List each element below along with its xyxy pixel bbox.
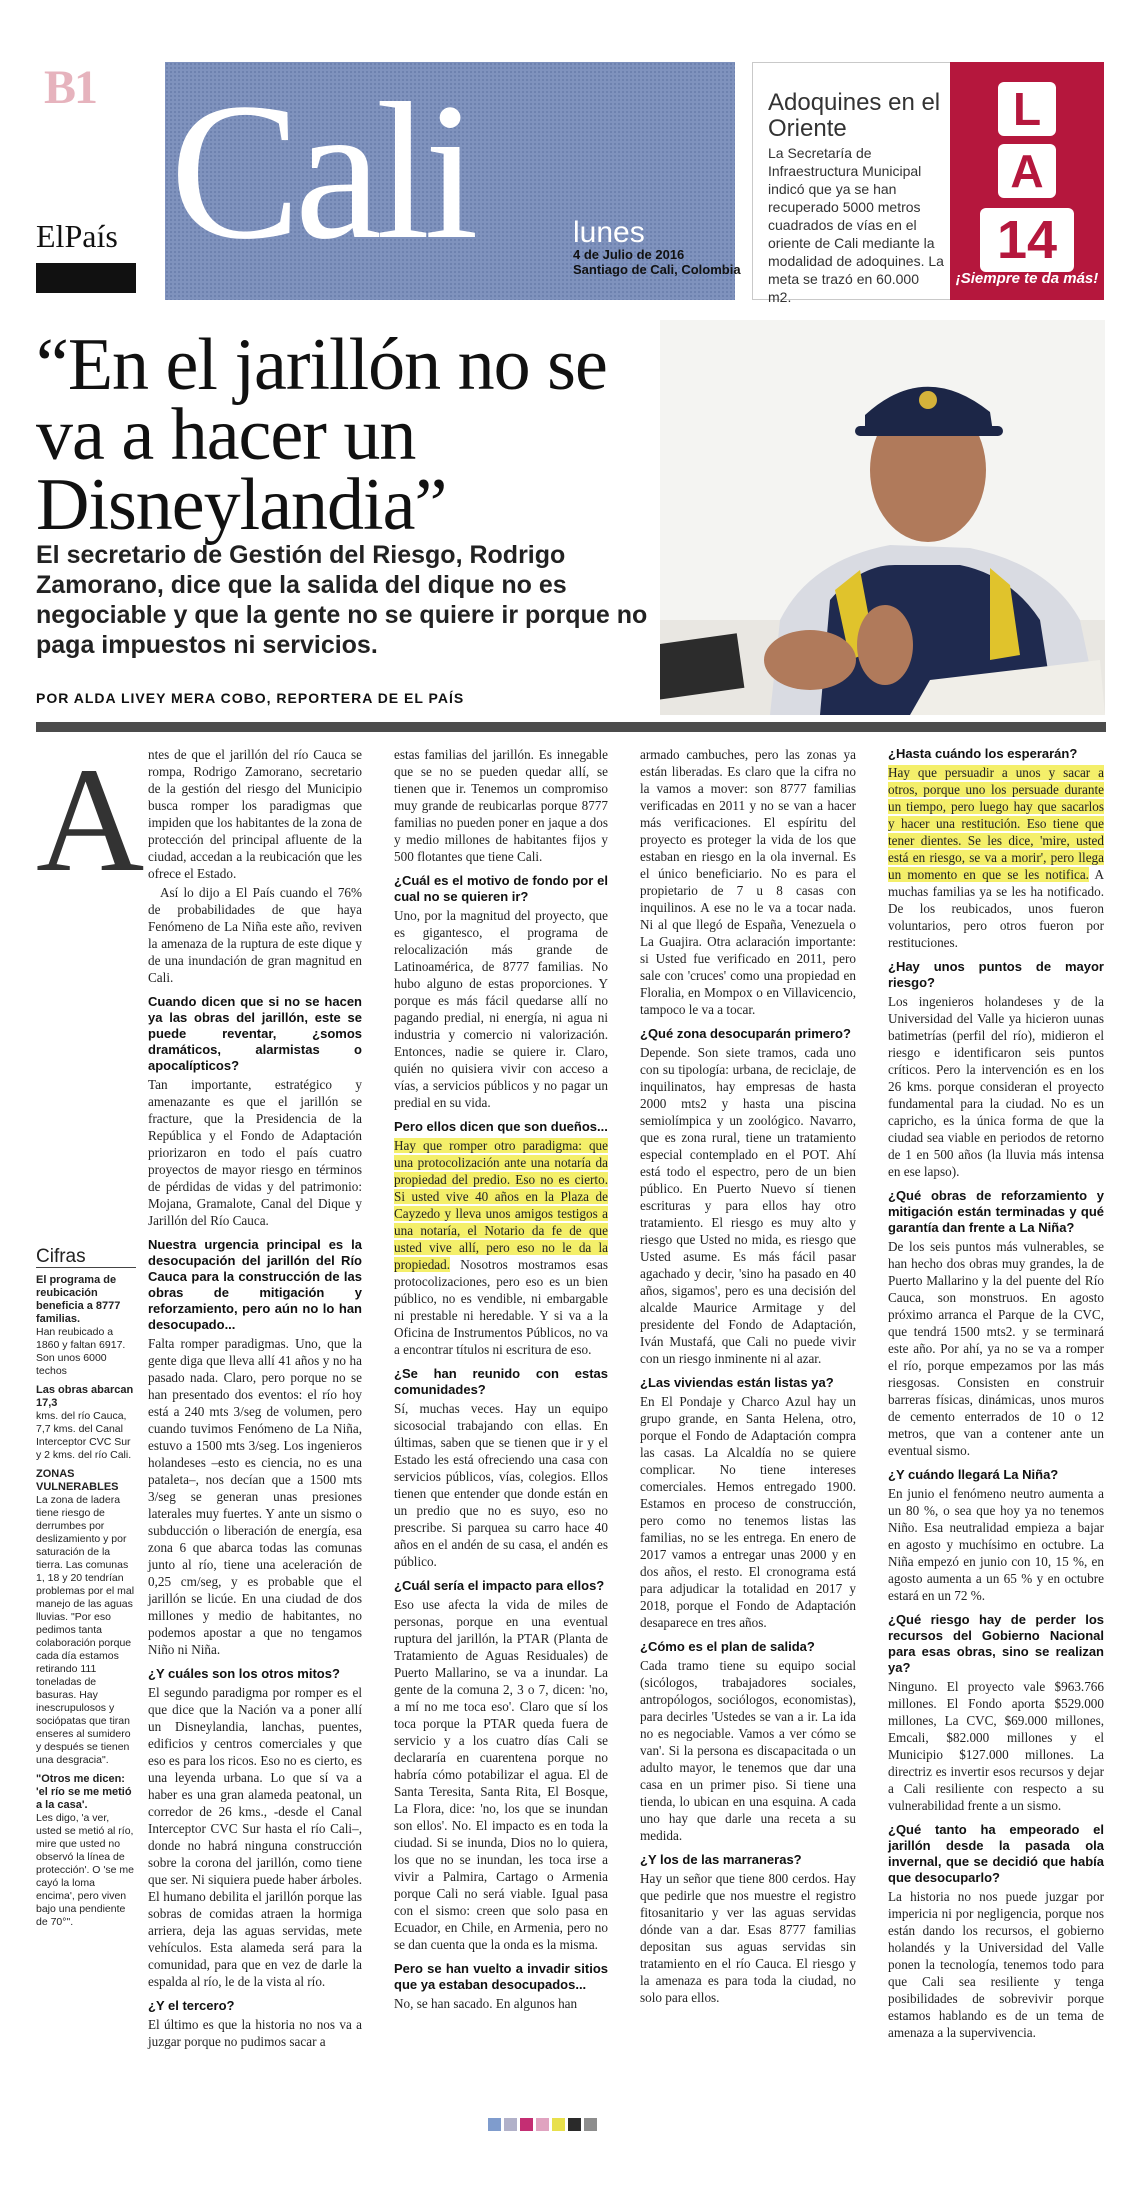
question: ¿Qué tanto ha empeorado el jarillón desde la pasada ola invernal, que se decidió que había que desocuparlo?: [888, 1822, 1104, 1885]
masthead-day: lunes: [573, 216, 645, 249]
paragraph: Así lo dijo a El País cuando el 76% de probabilidades de que haya Fenómeno de La Niña este año, reviven la amenaza de la ruptura de este dique y de una inundación de gran magnitud en Cali.: [148, 885, 362, 985]
sidebar-item-title: Las obras abarcan 17,3: [36, 1384, 134, 1409]
answer: [888, 764, 1104, 951]
sidebar-item: [36, 1468, 136, 1767]
promo-slogan: ¡Siempre te da más!: [955, 270, 1099, 287]
registration-swatch: [504, 2118, 517, 2131]
article-column-2: [394, 746, 608, 2014]
registration-swatch: [584, 2118, 597, 2131]
paragraph: ntes de que el jarillón del río Cauca se rompa, Rodrigo Zamorano, secretario de la gestión del riesgo del Municipio busca romper los paradigmas que impiden que los habitantes de la zona de protección del principal afluente de la ciudad, accedan a la reubicación que les ofrece el Estado.: [148, 747, 362, 881]
sidebar-item-text: Han reubicado a 1860 y faltan 6917. Son unos 6000 techos: [36, 1326, 126, 1377]
paragraph: armado cambuches, pero las zonas ya están liberadas. Es claro que la cifra no la vamos a mover: son 8777 familias verificadas en 2011 y no se van a hacer más verificaciones. El espíritu del proyecto es proteger la vida de los que estaban en riesgo en la ola invernal. Es el único beneficiario. No es para el propietario de 7 u 8 casas con inquilinos. A ese no le va a tocar nada. Ni al que llegó de España, Venezuela o La Guajira. Otra aclaración importante: si Usted fue verificado en 2011, pero sale con 'cruces' como una propiedad en Floralia, en Mompox o en Villavicencio, tampoco le va a tocar.: [640, 747, 856, 1017]
logo-letter-a: A: [998, 144, 1056, 198]
sidebar-item-title: ZONAS VULNERABLES: [36, 1468, 119, 1493]
section-rule: [36, 722, 1106, 732]
sidebar-heading: Cifras: [36, 1250, 136, 1268]
answer: Eso use afecta la vida de miles de personas, porque en una eventual ruptura del jarillón, la PTAR (Planta de Tratamiento de Aguas Residuales) de Puerto Mallarino, se va a inundar. La gente de la comuna 2, 3 o 7, dicen: 'no, a mí no me toca eso'. Claro que sí los toca porque la PTAR queda fuera de servicio y a los cuatro días Cali se declararía en cuarentena porque no habría cómo potabilizar el agua. El de Santa Teresita, Santa Rita, El Bosque, La Flora, dice: 'no, los que se inundan son ellos'. No. El impacto es en toda la ciudad. Si se inunda, Dios no lo quiera, los que no se inundan, les toca irse a vivir a Palmira, Cartago o Armenia porque Cali no será viable. Igual pasa con el sismo: creen que solo pasa en Ecuador, en Chile, en Armenia, pero no se dan cuenta que la onda es la misma.: [394, 1597, 608, 1952]
paragraph: estas familias del jarillón. Es innegable que se no se pueden quedar allí, se tienen que ir. Tenemos un compromiso muy grande de reubicarlas porque 8777 familias no pueden poner en jaque a dos y medio millones de habitantes fijos y 500 flotantes que tiene Cali.: [394, 747, 608, 864]
question: ¿Y el tercero?: [148, 1998, 235, 2013]
sidebar-item-text: kms. del río Cauca, 7,7 kms. del Canal Interceptor CVC Sur y 2 kms. del río Cali.: [36, 1410, 132, 1461]
answer: El segundo paradigma por romper es el que dice que la Nación va a poner allí un Disneylandia, lanchas, puentes, edificios y centros comerciales y que eso es para los ricos. Eso no es cierto, es una leyenda urbana. Lo que sí va a haber es una gran alameda peatonal, un corredor de 26 kms., -desde el Canal Interceptor CVC Sur hasta el río Cali–, donde no habrá ninguna construcción sobre la corona del jarillón, como tiene que ser. Ni siquiera puede haber árboles. El humano debilita el jarillón porque las sobras de comidas atraen la hormiga arriera, deja las aguas servidas, mete vehículos. Esta alameda será para la comunidad, para que en vez de darle la espalda al río, le de la vista al río.: [148, 1685, 362, 1989]
answer-text: A muchas familias ya se les ha notificado. De los reubicados, unos fueron voluntarios, pero otros fueron por restituciones.: [888, 867, 1104, 950]
masthead-title: Cali: [170, 63, 473, 280]
sidebar-item: [36, 1773, 136, 1929]
question: ¿Hay unos puntos de mayor riesgo?: [888, 959, 1104, 990]
answer: Sí, muchas veces. Hay un equipo sicosocial trabajando con ellas. En últimas, saben que se tienen que ir y el Estado les está ofreciendo una casa con servicios públicos, vías, colegios. Ellos tienen que entender que donde están en un predio que no es suyo, eso no prescribe. Si parquea su carro hace 40 años en el andén de su casa, el andén es público.: [394, 1401, 608, 1569]
question: ¿Las viviendas están listas ya?: [640, 1375, 834, 1390]
sidebar-item-text: Les digo, 'a ver, usted se metió al río, mire que usted no observó la línea de protección'. O 'se me cayó la loma encima', pero viven bajo una pendiente de 70°".: [36, 1812, 134, 1928]
section-code: B1: [44, 61, 97, 114]
answer: No, se han sacado. En algunos han: [394, 1996, 578, 2011]
question: ¿Hasta cuándo los esperarán?: [888, 746, 1078, 761]
question: ¿Qué zona desocuparán primero?: [640, 1026, 851, 1041]
answer: Tan importante, estratégico y amenazante es que el jarillón se fracture, que la Presidencia de la República y el Fondo de Adaptación priorizaron en todo el país cuatro proyectos de mayor riesgo en términos de pérdidas de vidas y del patrimonio: Mojana, Gramalote, Canal del Dique y Jarillón del Río Cauca.: [148, 1077, 362, 1228]
registration-swatch: [536, 2118, 549, 2131]
article-column-3: [640, 746, 856, 2008]
question: ¿Qué obras de reforzamiento y mitigación están terminadas y qué garantía dan frente a La Niña?: [888, 1188, 1104, 1235]
question: Cuando dicen que si no se hacen ya las obras del jarillón, este se puede reventar, ¿somos dramáticos, alarmistas o apocalípticos?: [148, 994, 362, 1073]
sidebar-item-text: La zona de ladera tiene riesgo de derrumbes por deslizamiento y por saturación de la tierra. Las comunas 1, 18 y 20 tendrían problemas por el mal manejo de las aguas lluvias. "Por eso pedimos tanta colaboración porque cada día estamos retirando 111 toneladas de basuras. Hay inescrupulosos y sociópatas que tiran enseres al sumidero y después se tienen una desgracia".: [36, 1494, 135, 1766]
answer: Hay un señor que tiene 800 cerdos. Hay que pedirle que nos muestre el registro fitosanitario y ver las aguas servidas dónde van a dar. Esas 8777 familias depositan sus aguas servidas sin tratamiento en el río Cauca. El riesgo y la amenaza es para toda la ciudad, no solo para ellos.: [640, 1871, 856, 2005]
byline: POR ALDA LIVEY MERA COBO, REPORTERA DE EL PAÍS: [36, 690, 465, 706]
print-registration-marks: [488, 2118, 600, 2131]
sidebar-item-title: "Otros me dicen: 'el río se me metió a la casa'.: [36, 1773, 132, 1811]
answer: Falta romper paradigmas. Uno, que la gente diga que lleva allí 41 años y no ha pasado nada. Claro, pero porque no se han presentado dos eventos: el río hoy está a 240 mts 3/seg de volumen, pero cuando tuvimos Fenómeno de La Niña, estuvo a 1500 mts 3/seg. Los ingenieros holandeses –esto es ciencia, no es una pataleta–, nos decían que a 1500 mts 3/seg se generan unas presiones laterales muy fuertes. Y ante un sismo o subducción o liberación de energía, esa zona 6 que abarca todas las comunas junto al río, tiene una aceleración de 0,25 cm/seg, y es probable que el jarillón se licúe. En una ciudad de dos millones y medio de habitantes, no podemos apostar a que no tengamos Niño ni Niña.: [148, 1336, 362, 1657]
answer: En El Pondaje y Charco Azul hay un grupo grande, en Santa Helena, otro, porque el Fondo de Adaptación compra las casas. La Alcaldía no se quiere complicar. No tiene intereses comerciales. Hemos entregado 1900. Estamos en proceso de construcción, pero como no tenemos listas las familias, no se les entrega. En enero de 2017 vamos a entregar unas 2000 y en dos años, el resto. El cronograma está para adjudicar la totalidad en 2017 y 2018, porque el Fondo de Adaptación desaparece en tres años.: [640, 1394, 856, 1630]
highlighted-text: Hay que persuadir a unos y sacar a otros, porque uno los persuade durante un tiempo, pero luego hay que sacarlos y hacer una restitución. Eso tiene que tener dientes. Se les dice, 'mire, usted está en riesgo, se va a morir', pero llega un momento en que se les notifica.: [888, 765, 1104, 882]
newspaper-logo: ElPaís: [36, 218, 118, 254]
answer: [394, 1137, 608, 1358]
figures-sidebar: [36, 1246, 136, 1935]
question: Nuestra urgencia principal es la desocupación del jarillón del Río Cauca para la construcción de las obras de mitigación y reforzamiento, pero aún no lo han desocupado...: [148, 1237, 362, 1332]
question: ¿Qué riesgo hay de perder los recursos del Gobierno Nacional para esas obras, sino se realizan ya?: [888, 1612, 1104, 1675]
answer: Uno, por la magnitud del proyecto, que es gigantesco, el programa de relocalización más grande de Latinoamérica, de 8777 familias. No hubo alguno de estas proporciones. Y porque es más fácil quedarse allí no pagando predial, ni energía, ni agua ni industria y comercio ni valorización. Entonces, nadie se quiere ir. Claro, quién no quisiera vivir con acceso a vías, a servicios públicos y no pagar un predial en su vida.: [394, 908, 608, 1110]
registration-swatch: [520, 2118, 533, 2131]
question: ¿Y cuándo llegará La Niña?: [888, 1467, 1059, 1482]
question: Pero se han vuelto a invadir sitios que ya estaban desocupados...: [394, 1961, 608, 1992]
answer: De los seis puntos más vulnerables, se han hecho dos obras muy grandes, la de Puerto Mallarino y la del puente del Río Cauca, son monstruos. En agosto próximo arranca el Parque de la CVC, que tendrá 1500 mts2. y se terminará este año. Por ahí, ya no se va a romper el río, porque empezamos por las más riesgosas. Consisten en construir barreras físicas, dinámicas, unos muros de cemento enterrados de 10 o 12 metros, que van a contener ante un eventual sismo.: [888, 1239, 1104, 1458]
answer: La historia no nos puede juzgar por impericia ni por negligencia, porque nos están dando los recursos, el gobierno holandés y la Universidad del Valle ponen la tecnología, tenemos todo para que Cali sea resiliente y tenga posibilidades de sobrevivir porque estamos hablando es de un tema de amenaza a la supervivencia.: [888, 1889, 1104, 2040]
article-column-1: [148, 746, 362, 2052]
article-column-4: [888, 746, 1104, 2043]
la14-logo: [950, 62, 1104, 300]
registration-swatch: [552, 2118, 565, 2131]
date-text: 4 de Julio de 2016: [573, 247, 685, 262]
drop-cap: A: [36, 737, 145, 903]
question: ¿Cuál es el motivo de fondo por el cual no se quieren ir?: [394, 873, 608, 904]
sidebar-item: [36, 1274, 136, 1378]
question: Pero ellos dicen que son dueños...: [394, 1119, 608, 1134]
answer: Cada tramo tiene su equipo social (sicólogos, trabajadores sociales, antropólogos, sociólogos, economistas), para decirles 'Ustedes se van a ir. La ida no es negociable. Vamos a ver cómo se van'. Si la persona es discapacitada o un adulto mayor, le tenemos que dar una casa en un primer piso. Si tiene una tienda, lo ubican en una esquina. A cada uno hay que darle una receta a su medida.: [640, 1658, 856, 1843]
sidebar-item: [36, 1384, 136, 1462]
answer: El último es que la historia no nos va a juzgar porque no pudimos sacar a: [148, 2017, 362, 2049]
answer: Depende. Son siete tramos, cada uno con su tipología: urbana, de reciclaje, de inquilinatos, hay empresas de hasta 2000 mts2 y hasta una piscina semiolímpica y un zoológico. Navarro, que es zona rural, tiene un tratamiento especial contemplado en el POT. Ahí está todo el espectro, pero de un bien público. En Puerto Nuevo sí tienen escrituras y para ellos hay otro tratamiento. El riesgo es muy alto y riesgo que Usted no mida, es riesgo que Usted asume. Es más fácil pasar agachado y decir, 'sino ha pasado en 40 años, sigamos', pero es una decisión del alcalde Maurice Armitage y del presidente del Fondo de Adaptación, Iván Mustafá, que Cali no puede vivir con un riesgo inminente ni al azar.: [640, 1045, 856, 1366]
masthead-date: [573, 247, 741, 277]
headline: “En el jarillón no se va a hacer un Disneylandia”: [36, 324, 607, 546]
logo-bar: [36, 263, 136, 293]
logo-letter-l: L: [998, 82, 1056, 136]
answer: Los ingenieros holandeses y de la Universidad del Valle ya hicieron uunas batimetrías (perfil del río), midieron el riesgo e identificaron seis puntos críticos. Pero la intervención es en los 26 kms. porque consideran el proyecto fundamental para la ciudad. No es un capricho, es la única forma de que la ciudad sea viable en periodos de retorno de 1 en 500 años (la lluvia más intensa en ese lapso).: [888, 994, 1104, 1179]
answer: En junio el fenómeno neutro aumenta a un 80 %, o sea que hoy ya no tenemos Niño. Esa neutralidad empieza a bajar en agosto y muchísimo en octubre. La Niña empezó en junio con 10, 15 %, en agosto aumenta a un 65 % y en octubre estará en un 72 %.: [888, 1486, 1104, 1603]
question: ¿Se han reunido con estas comunidades?: [394, 1366, 608, 1397]
promo-title: Adoquines en el Oriente: [768, 89, 941, 142]
subheadline: El secretario de Gestión del Riesgo, Rodrigo Zamorano, dice que la salida del dique no es negociable y que la gente no se quiere ir porque no paga impuestos ni servicios.: [36, 541, 648, 659]
answer-text: Nosotros mostramos esas protocolizaciones, pero eso es un bien público, no es vendible, ni embargable ni prestable ni heredable. Y si va a la Oficina de Instrumentos Públicos, no va a encontrar títulos ni escritura de eso.: [394, 1257, 608, 1357]
question: ¿Y cuáles son los otros mitos?: [148, 1666, 340, 1681]
registration-swatch: [568, 2118, 581, 2131]
question: ¿Cuál sería el impacto para ellos?: [394, 1578, 605, 1593]
promo-text: La Secretaría de Infraestructura Municipal indicó que ya se han recuperado 5000 metros cuadrados de vías en el oriente de Cali mediante la modalidad de adoquines. La meta se trazó en 60.000 m2.: [768, 145, 944, 305]
registration-swatch: [488, 2118, 501, 2131]
question: ¿Cómo es el plan de salida?: [640, 1639, 815, 1654]
question: ¿Y los de las marraneras?: [640, 1852, 802, 1867]
answer: Ninguno. El proyecto vale $963.766 millones. El Fondo aporta $529.000 millones, La CVC, $69.000 millones, Emcali, $82.000 millones y el Municipio $127.000 millones. La directriz es invertir esos recursos y dejar a Cali resiliente con respecto a su vulnerabilidad frente a un sismo.: [888, 1679, 1104, 1813]
interview-photo: [660, 320, 1105, 715]
logo-number-14: 14: [980, 208, 1074, 272]
highlighted-text: Hay que romper otro paradigma: que una protocolización ante una notaría da propiedad del predio. Eso no es cierto. Si usted vive 40 años en la Plaza de Cayzedo y lleva unos amigos testigos a una notaría, el Notario da fe de que usted vive allí, pero eso no le da la propiedad.: [394, 1138, 608, 1272]
place-text: Santiago de Cali, Colombia: [573, 262, 741, 277]
sidebar-item-title: El programa de reubicación beneficia a 8777 familias.: [36, 1274, 121, 1325]
